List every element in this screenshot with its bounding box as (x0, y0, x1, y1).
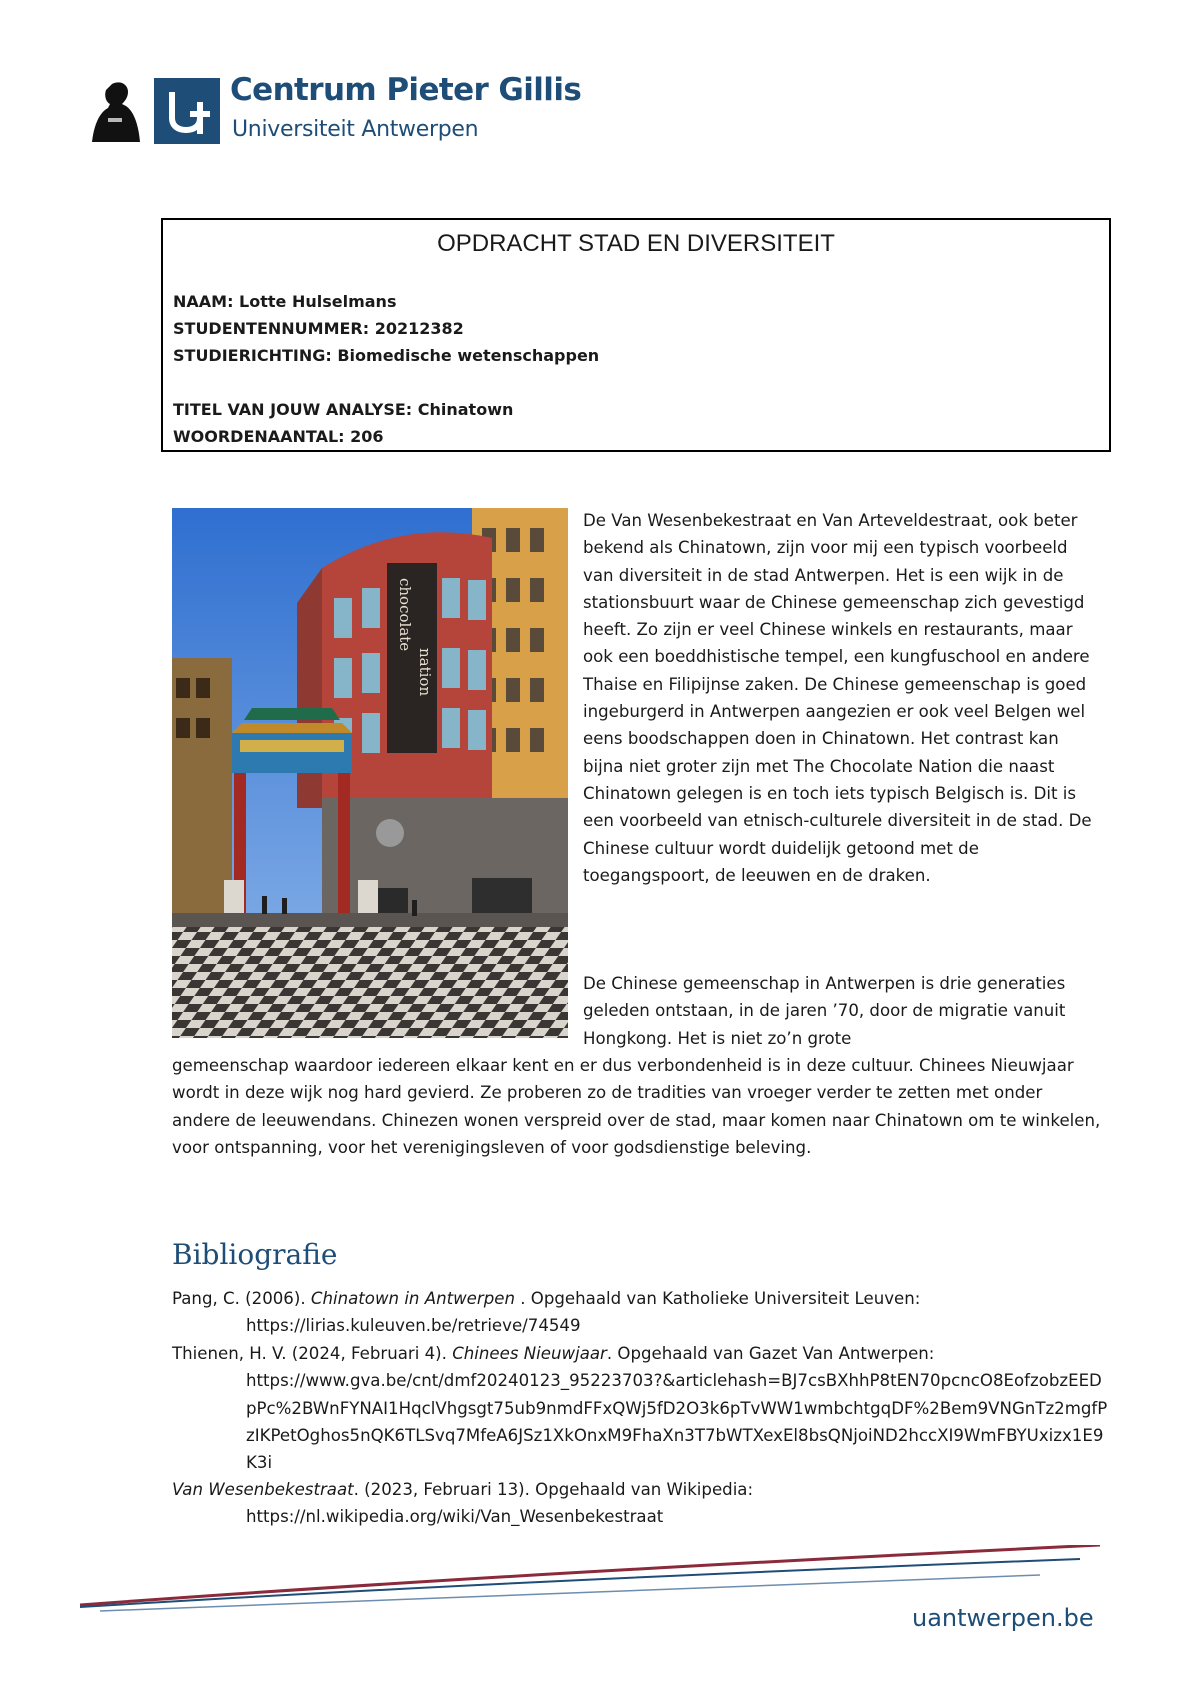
word-count: WOORDENAANTAL: 206 (173, 427, 384, 446)
paragraph-2-part-1: De Chinese gemeenschap in Antwerpen is drie generaties geleden ontstaan, in de jaren ’70, door de migratie vanuit Hongkong. Het is niet zo’n grote (583, 974, 1066, 1048)
ref-3-title: Van Wesenbekestraat (172, 1480, 354, 1499)
banner-text-chocolate: chocolate (396, 578, 414, 652)
ua-logo-icon (154, 78, 220, 144)
footer-url[interactable]: uantwerpen.be (912, 1604, 1094, 1632)
assignment-info-box (161, 218, 1111, 452)
student-number: STUDENTENNUMMER: 20212382 (173, 319, 464, 338)
reference-2 (172, 1340, 1112, 1476)
reference-1 (172, 1285, 1112, 1340)
ref-3-rest: . (2023, Februari 13). Opgehaald van Wikipedia: (353, 1480, 754, 1499)
ref-2-title: Chinees Nieuwjaar (452, 1344, 607, 1363)
paragraph-2-part-2: gemeenschap waardoor iedereen elkaar kent en er dus verbondenheid is in deze cultuur. Chinees Nieuwjaar wordt in deze wijk nog hard gevierd. Ze proberen zo de tradities van vroeger verder te zetten met onder andere de leeuwendans. Chinezen wonen verspreid over de stad, maar komen naar Chinatown om te winkelen, voor ontspanning, voor het verenigingsleven of voor godsdienstige beleving. (172, 1056, 1101, 1157)
chinatown-photo (172, 508, 568, 1038)
brand-title: Centrum Pieter Gillis (230, 72, 582, 108)
paragraph-1: De Van Wesenbekestraat en Van Arteveldestraat, ook beter bekend als Chinatown, zijn voor mij een typisch voorbeeld van diversiteit in de stad Antwerpen. Het is een wijk in de stationsbuurt waar de Chinese gemeenschap zich gevestigd heeft. Zo zijn er veel Chinese winkels en restaurants, maar ook een boeddhistische tempel, een kungfuschool en andere Thaise en Filipijnse zaken. De Chinese gemeenschap is goed ingeburgerd in Antwerpen aangezien er ook veel Belgen wel eens boodschappen doen in Chinatown. Het contrast kan bijna niet groter zijn met The Chocolate Nation die naast Chinatown gelegen is en toch iets typisch Belgisch is. Dit is een voorbeeld van etnisch-culturele diversiteit in de stad. De Chinese cultuur wordt duidelijk getoond met de toegangspoort, de leeuwen en de draken. (583, 511, 1092, 885)
assignment-title: OPDRACHT STAD EN DIVERSITEIT (437, 230, 835, 257)
reference-3 (172, 1476, 1112, 1531)
student-name: NAAM: Lotte Hulselmans (173, 292, 397, 311)
study-program: STUDIERICHTING: Biomedische wetenschappen (173, 346, 600, 365)
ref-1-url[interactable]: https://lirias.kuleuven.be/retrieve/74549 (246, 1316, 581, 1336)
pieter-gillis-bust-logo (92, 80, 142, 142)
ref-2-rest: . Opgehaald van Gazet Van Antwerpen: (606, 1344, 935, 1363)
ref-1-title: Chinatown in Antwerpen (310, 1289, 515, 1308)
banner-text-nation: nation (416, 648, 434, 697)
ref-1-author: Pang, C. (2006). (172, 1289, 311, 1308)
ref-1-rest: . Opgehaald van Katholieke Universiteit Leuven: (514, 1289, 921, 1308)
header (92, 72, 612, 146)
bibliography-heading: Bibliografie (172, 1238, 338, 1271)
brand-subtitle: Universiteit Antwerpen (232, 117, 479, 142)
ref-3-url[interactable]: https://nl.wikipedia.org/wiki/Van_Wesenbekestraat (246, 1507, 664, 1527)
ref-2-author: Thienen, H. V. (2024, Februari 4). (172, 1344, 453, 1363)
analysis-title: TITEL VAN JOUW ANALYSE: Chinatown (173, 400, 514, 419)
ref-2-url[interactable]: https://www.gva.be/cnt/dmf20240123_95223703?&articlehash=BJ7csBXhhP8tEN70pcncO8EofzobzEEDpPc%2BWnFYNAI1HqclVhgsgt75ub9nmdFFxQWj5fD2O3k6pTvWW1wmbchtgqDF%2Bem9VNGnTz2mgfPzIKPetOghos5nQK6TLSvq7MfeA6JSz1XkOnxM9FhaXn3T7bWTXexEl8bsQNjoiND2hccXI9WmFBYUxizx1E9K3i (246, 1371, 1108, 1473)
